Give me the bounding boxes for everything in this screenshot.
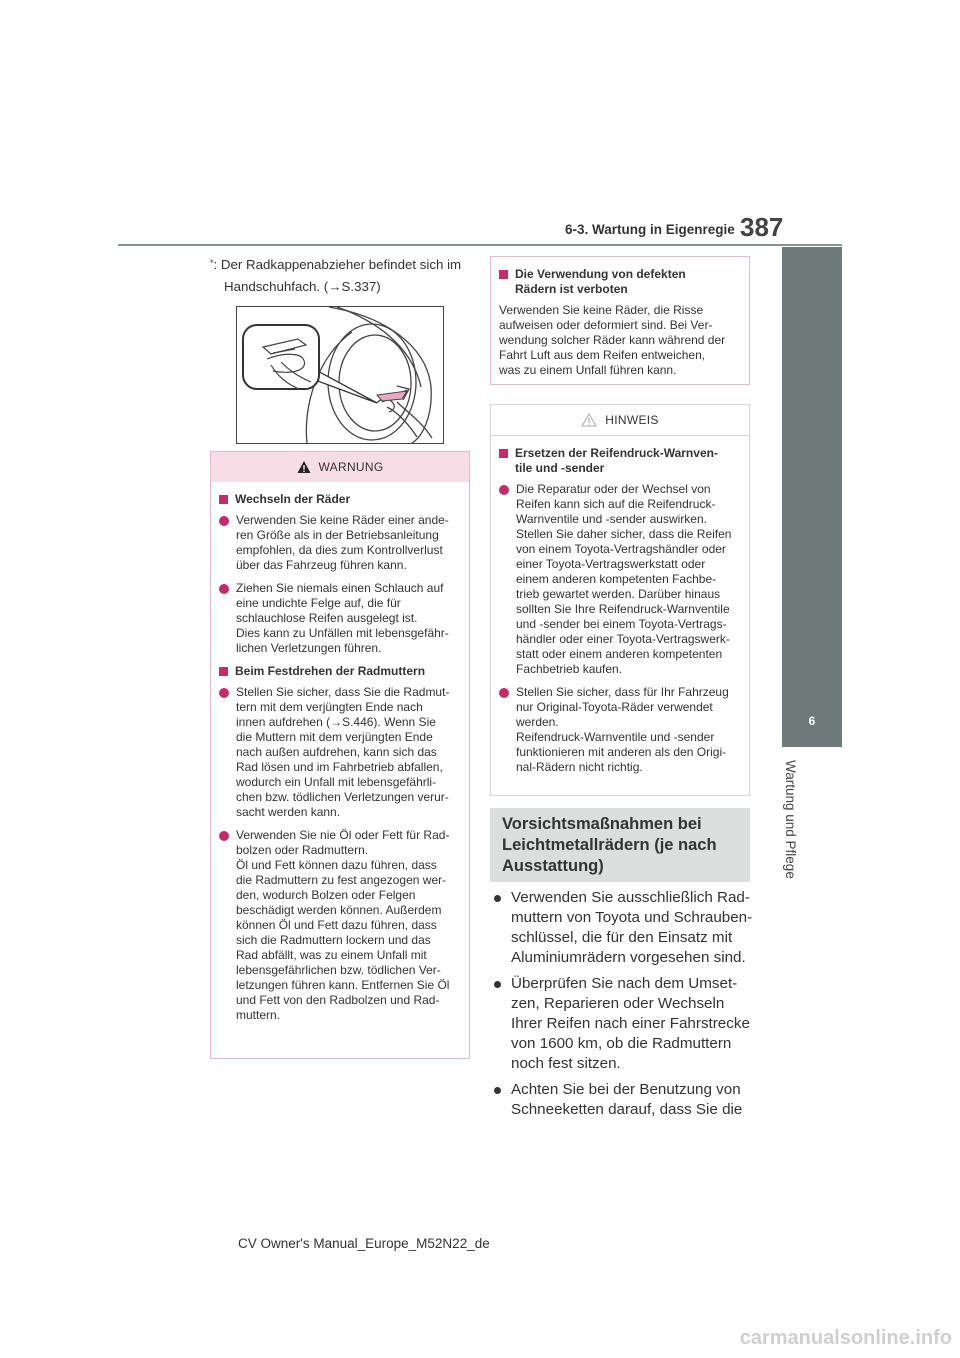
- warning-bullet: Ziehen Sie niemals einen Schlauch auf eine undichte Felge auf, die für schlauchlose Reifen ausgelegt ist. Dies kann zu Unfällen mit lebensgefähr- lichen Verletzungen führen.: [219, 581, 461, 656]
- page-number: 387: [740, 212, 784, 242]
- watermark: carmanualsonline.info: [739, 1327, 952, 1349]
- circle-bullet-icon: [219, 516, 229, 526]
- chapter-tab: [782, 247, 842, 747]
- figure-footnote: [210, 254, 470, 298]
- warning-bullet: Verwenden Sie keine Räder einer ande- ren Größe als in der Betriebsanleitung empfohlen, da dies zum Kontrollverlust über das Fahrzeug führen kann.: [219, 513, 461, 573]
- section-title: 6-3. Wartung in Eigenregie: [565, 222, 735, 237]
- warning-bullet: Stellen Sie sicher, dass Sie die Radmut- tern mit dem verjüngten Ende nach innen aufdrehen (→S.446). Wenn Sie die Muttern mit dem verjüngten Ende nach außen aufdrehen, kann sich das Rad lösen und im Fahrbetrieb abfallen, wodurch ein Unfall mit lebensgefährli- chen bzw. tödlichen Verletzungen verur- sacht werden kann.: [219, 685, 461, 820]
- circle-bullet-icon: [219, 831, 229, 841]
- bullet-dot-icon: [494, 981, 501, 988]
- alloy-wheels-heading: Vorsichtsmaßnahmen bei Leichtmetallrädern (je nach Ausstattung): [490, 808, 750, 882]
- square-bullet-icon: [499, 449, 508, 458]
- notice-box: [490, 404, 750, 796]
- chapter-label-text: Wartung und Pflege: [783, 760, 798, 879]
- warning-box: [210, 451, 470, 1059]
- square-bullet-icon: [499, 270, 508, 279]
- defect-wheels-box: [490, 256, 750, 385]
- notice-bullet: Die Reparatur oder der Wechsel von Reifen kann sich auf die Reifendruck- Warnventile und -sender auswirken. Stellen Sie daher sicher, dass die Reifen von einem Toyota-Vertragshändler oder einer Toyota-Vertragswerkstatt oder einem anderen kompetenten Fachbe- trieb gewartet werden. Darüber hinaus sollten Sie Ihre Reifendruck-Warnventile und -sender bei einem Toyota-Vertrags- händler oder einer Toyota-Vertragswerk- statt oder einem anderen kompetenten Fachbetrieb kaufen.: [499, 482, 741, 677]
- footer-manual-id: CV Owner's Manual_Europe_M52N22_de: [238, 1236, 490, 1251]
- square-bullet-icon: [219, 495, 228, 504]
- alloy-wheels-list: [492, 888, 762, 1126]
- list-item: Überprüfen Sie nach dem Umset- zen, Reparieren oder Wechseln Ihrer Reifen nach einer Fahrstrecke von 1600 km, ob die Radmuttern noch fest sitzen.: [492, 974, 762, 1074]
- warning-subheading-1: Wechseln der Räder: [219, 492, 461, 507]
- warning-bullet: Verwenden Sie nie Öl oder Fett für Rad- bolzen oder Radmuttern. Öl und Fett können dazu führen, dass die Radmuttern zu fest angezogen wer- den, wodurch Bolzen oder Felgen beschädigt werden können. Außerdem können Öl und Fett dazu führen, dass sich die Radmuttern lockern und das Rad abfällt, was zu einem Unfall mit lebensgefährlichen bzw. tödlichen Ver- letzungen führen kann. Entfernen Sie Öl und Fett von den Radbolzen und Rad- muttern.: [219, 828, 461, 1023]
- list-item: Verwenden Sie ausschließlich Rad- muttern von Toyota und Schrauben- schlüssel, die für den Einsatz mit Aluminiumrädern vorgesehen sind.: [492, 888, 762, 968]
- notice-bullet: Stellen Sie sicher, dass für Ihr Fahrzeug nur Original-Toyota-Räder verwendet werden. Reifendruck-Warnventile und -sender funktionieren mit anderen als den Origi- nal-Rädern nicht richtig.: [499, 685, 741, 775]
- square-bullet-icon: [219, 667, 228, 676]
- warning-icon: [297, 460, 311, 474]
- warning-header: [211, 452, 469, 482]
- circle-bullet-icon: [499, 688, 509, 698]
- defect-text: Verwenden Sie keine Räder, die Risse aufweisen oder deformiert sind. Bei Ver- wendung solcher Räder kann während der Fahrt Luft aus dem Reifen entweichen, was zu einem Unfall führen kann.: [499, 303, 726, 377]
- warning-subheading-2: Beim Festdrehen der Radmuttern: [219, 664, 461, 679]
- footnote-marker: *: [210, 258, 214, 268]
- wheel-illustration-svg: [237, 307, 443, 443]
- header-divider: [118, 244, 842, 246]
- notice-header: [491, 405, 749, 436]
- footnote-line1: : Der Radkappenabzieher befindet sich im: [213, 257, 462, 272]
- notice-icon: [581, 413, 597, 427]
- circle-bullet-icon: [499, 485, 509, 495]
- chapter-number: 6: [808, 714, 816, 728]
- list-item: Achten Sie bei der Benutzung von Schneeketten darauf, dass Sie die: [492, 1080, 762, 1120]
- defect-heading: Die Verwendung von defekten Rädern ist verboten: [499, 267, 741, 297]
- chapter-label: [770, 760, 810, 890]
- notice-subheading: Ersetzen der Reifendruck-Warnven- tile und -sender: [499, 446, 741, 476]
- hubcap-removal-illustration: [236, 306, 444, 444]
- notice-title: HINWEIS: [605, 413, 659, 427]
- circle-bullet-icon: [219, 688, 229, 698]
- bullet-dot-icon: [494, 1087, 501, 1094]
- warning-title: WARNUNG: [318, 460, 384, 474]
- circle-bullet-icon: [219, 584, 229, 594]
- footnote-line2: Handschuhfach. (→S.337): [224, 279, 381, 294]
- bullet-dot-icon: [494, 895, 501, 902]
